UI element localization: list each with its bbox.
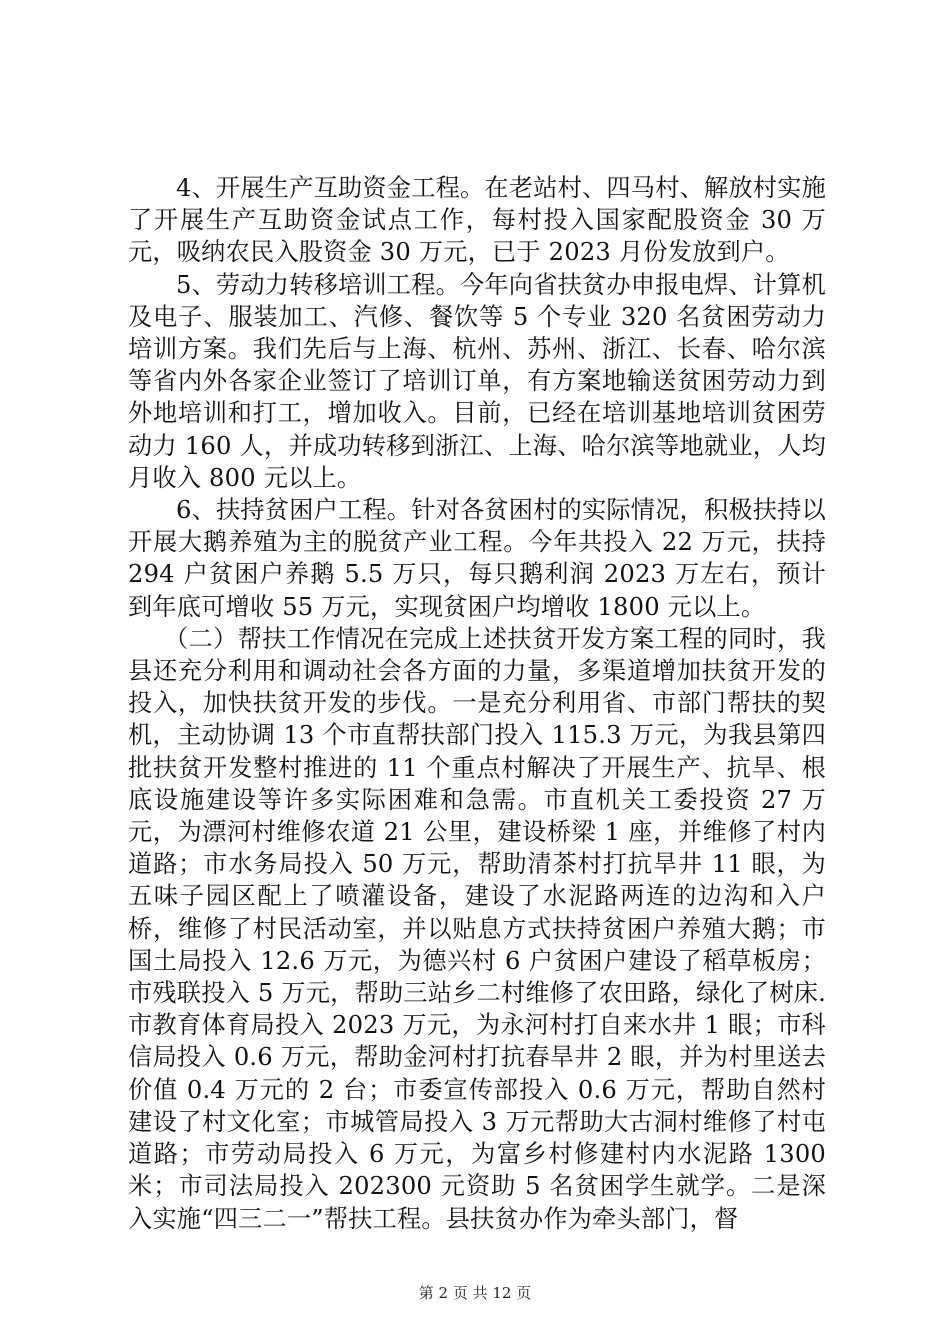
paragraph-assistance-work-status: （二）帮扶工作情况在完成上述扶贫开发方案工程的同时，我县还充分利用和调动社会各方面的力量，多渠道增加扶贫开发的投入，加快扶贫开发的步伐。一是充分利用省、市部门帮扶的契机，主动协调 13 个市直帮扶部门投入 115.3 万元，为我县第四批扶贫开发整村推进的 11 个重点村解决了开展生产、抗旱、根底设施建设等许多实际困难和急需。市直机关工委投资 27 万元，为漂河村维修农道 21 公里，建设桥梁 1 座，并维修了村内道路；市水务局投入 50 万元，帮助清茶村打抗旱井 11 眼，为五味子园区配上了喷灌设备，建设了水泥路两连的边沟和入户桥，维修了村民活动室，并以贴息方式扶持贫困户养殖大鹅；市国土局投入 12.6 万元，为德兴村 6 户贫困户建设了稻草板房；市残联投入 5 万元，帮助三站乡二村维修了农田路，绿化了树床. 市教育体育局投入 2023 万元，为永河村打自来水井 1 眼；市科信局投入 0.6 万元，帮助金河村打抗春旱井 2 眼，并为村里送去价值 0.4 万元的 2 台；市委宣传部投入 0.6 万元，帮助自然村建设了村文化室；市城管局投入 3 万元帮助大古洞村维修了村屯道路；市劳动局投入 6 万元，为富乡村修建村内水泥路 1300 米；市司法局投入 202300 元资助 5 名贫困学生就学。二是深入实施“四三二一”帮扶工程。县扶贫办作为牵头部门，督 [128,624,826,1233]
document-body [128,172,826,1235]
paragraph-poor-household-support: 6、扶持贫困户工程。针对各贫困村的实际情况，积极扶持以开展大鹅养殖为主的脱贫产业工程。今年共投入 22 万元，扶持 294 户贫困户养鹅 5.5 万只，每只鹅利润 2023 万左右，预计到年底可增收 55 万元，实现贫困户均增收 1800 元以上。 [128,496,826,621]
page-footer: 第 2 页 共 12 页 [418,1284,532,1302]
paragraph-labor-transfer-training: 5、劳动力转移培训工程。今年向省扶贫办申报电焊、计算机及电子、服装加工、汽修、餐饮等 5 个专业 320 名贫困劳动力培训方案。我们先后与上海、杭州、苏州、浙江、长春、哈尔滨等省内外各家企业签订了培训订单，有方案地输送贫困劳动力到外地培训和打工，增加收入。目前，已经在培训基地培训贫困劳动力 160 人，并成功转移到浙江、上海、哈尔滨等地就业，人均月收入 800 元以上。 [128,270,826,492]
paragraph-production-mutual-aid-fund: 4、开展生产互助资金工程。在老站村、四马村、解放村实施了开展生产互助资金试点工作，每村投入国家配股资金 30 万元，吸纳农民入股资金 30 万元，已于 2023 月份发放到户。 [128,174,826,267]
